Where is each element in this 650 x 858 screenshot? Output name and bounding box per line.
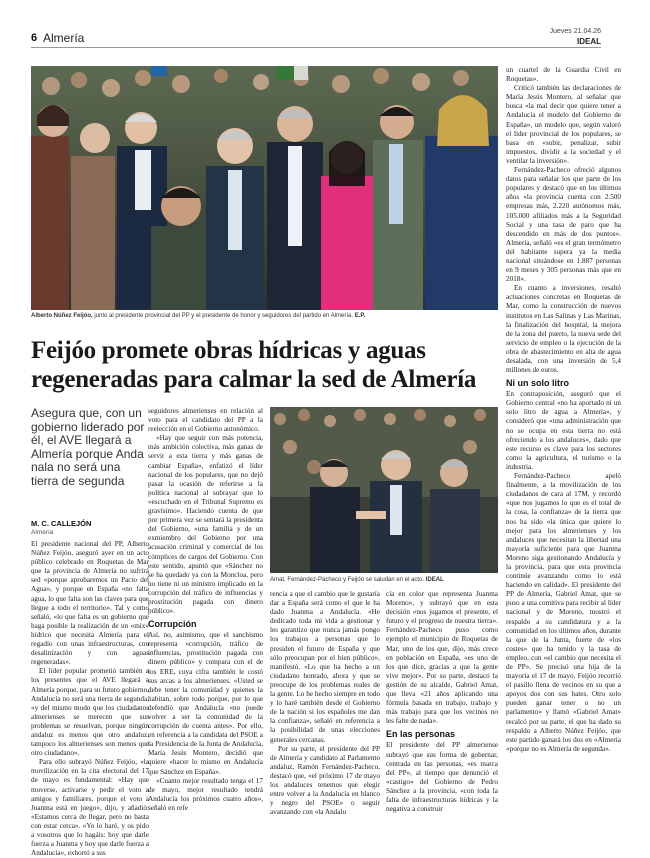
article-column-5 — [506, 66, 621, 840]
col2-paragraph-2: «Hay que seguir con más potencia, más ambición colectiva, más ganas de servir a esta tierra y más ganas de cambiar España», enfatizó el líder nacional de los populares, que no dejó pasar la ocasión de referirse a la política nacional al subrayar que lo «escuchado en el Tribunal Supremo es gravísimo». Haciendo cuenta de que por primera vez se sentará la presidenta del Gobierno, «una familia y de un exmiembro del Gobierno por una acusación criminal y comercial de los cómplices de cargos del Gobierno. Con este sentido, apuntó que «Sánchez no se ha quedado ya con la Moncloa, pero no tiene ni un ministro implicado en la corrupción del tráfico de influencias y prostitución pagada con dinero público». — [148, 434, 263, 616]
second-photo-caption — [270, 576, 498, 584]
main-photo — [31, 66, 498, 310]
col4-paragraph-2: El presidente del PP almeriense subrayó que sus forma de gobernar, centrada en las personas, «es marca del PP», al tiempo que denunció el «castigo» del Gobierno de Pedro Sánchez a la provincia, «con toda la falta de infraestructuras hídricas y la negativa a construir — [386, 741, 498, 814]
col4-paragraph-1: cía en color que representa Juanma Moreno», y subrayó que en esta decisión «nos jugamos el presente, el futuro y el progreso de nuestra tierra». Fernández-Pacheco puso como ejemplo el municipio de Roquetas de Mar, uno de los que, dijo, más crece en población en España, «es uno de los que dice, gracias a que la gente vive mejor». Por su parte, destacó la gestión de su alcalde, Gabriel Amat, que lleva «21 años aplicando una fórmula basada en trabajo, trabajo y más trabajo para que los vecinos no les falte de nada». — [386, 590, 498, 726]
second-caption-text: Amat, Fernández-Pacheco y Feijóo se saludan en el acto. — [270, 577, 425, 583]
article-column-3 — [270, 590, 380, 840]
col2-paragraph-4: «Cuanto mejor resultado tenga el 17 de mayo, mejor resultado tendrá Andalucía los próximos cuatro años», señaló en refe — [148, 776, 263, 812]
col5-paragraph-3: Fernández-Pacheco ofreció algunos datos para señalar los que parte de los populares y destacó que en los últimos años «la provincia cuenta con 2.500 empresas más, 2.220 autónomos más, 105.000 afiliados más a la Seguridad Social y una tasa de paro que ha descendido en más de dos puntos». Almería, señaló «es el gran termómetro del habitante supera ya la media nacional situándose en 1.887 personas en 9 meses y 305 personas más que en 2018». — [506, 166, 621, 284]
caption-names: Alberto Núñez Feijóo, — [31, 313, 93, 319]
col3-paragraph-1: rencia a que el cambio que le gustaría dar a España será como el que le ha dado Juanma a Andalucía. «He dedicado toda mi vida a gestionar y les garantizo que nunca jamás pongo los trabajos a personas que le presiden el futuro de España y que sólo preocupan por el bien público», manifestó. «Lo que ha hecho a un ciudadano honrado, ahora y que se preocupe de los problemas reales de la gente. Lo he hecho siempre en todo y lo haré también desde el Gobierno de la nación si los españoles me dan la confianza», señaló en referencia a la posibilidad de unas elecciones generales cercanas. — [270, 590, 380, 744]
col1-paragraph-2: El líder popular prometió también a los presentes que el AVE llegará a Almería porque, para su futuro gobierno, Andalucía no será una tierra de segunda, «y del mismo modo que los ciudadanos almerienses se merecen que sus problemas se resuelvan, porque ningún andaluz es menos que otro andaluz, tampoco los almerienses son menos que otro ciudadano». — [31, 667, 149, 758]
col4-subheading: En las personas — [386, 729, 456, 740]
col1-paragraph-3: Para ello subrayó Núñez Feijóo, «la movilización en la cita electoral del 17 de mayo es fundamental: «Hay que moverse, activarse y pedir el voto a amigos y familiares, porque el voto a Juanma está en juego», dijo, y añadió: «Estamos cerca de llegar, pero no basta con estar cerca». «Yo lo haré, y os pido a vosotros que lo hagáis: hoy que darle fuerza a Juanma y hoy que darle fuerza a Andalucía», exhortó a sus — [31, 758, 149, 858]
col2-paragraph-1: seguidores almerienses en relación al voto para el candidato del PP a la reelección en el Gobierno autonómico. — [148, 407, 263, 434]
col5-paragraph-4: En cuanto a inversiones, resaltó actuaciones concretas en Roquetas de Mar, como la construcción de nuevos institutos en Las Salinas y Las Marinas, la finalización del hospital, la mejora de la zona del puerto, la nueva sede del servicio de empleo o la ejecución de la obra de abastecimiento en alta de agua desalada, con una inversión de 5,4 millones de euros. — [506, 284, 621, 375]
col1-paragraph-1: El presidente nacional del PP, Alberto Núñez Feijóo, aseguró ayer en un acto público celebrado en Roquetas de Mar que la provincia de Almería no sufrirá sed «porque aprobaremos un Pacto del Agua», y porque en España «no falta agua, lo que falta son las claves para que llegue a todo el territorio». Tal y como señaló, «lo que falta es un gobierno que haga posible la realización de un «mix» hídrico que necesita Almería para el regadío con unas infraestructuras, con desalinización y con aguas regeneradas». — [31, 540, 149, 667]
greeting-image — [270, 407, 498, 573]
byline-place: Almería — [31, 529, 54, 536]
col3-paragraph-2: Por su parte, el presidente del PP de Almería y candidato al Parlamento andaluz, Ramón Fernández-Pacheco, destacó que, «el próximo 17 de mayo los andaluces tenemos que elegir entre volver a la Andalucía en blanco y negro del PSOE» o seguir avanzando con «la Andalu — [270, 744, 380, 817]
col5-paragraph-5: En contraposición, aseguró que el Gobierno central «no ha aportado ni un solo litro de agua a Almería», y consideró que «una administración que no se ocupa en esta tierra no está ofreciendo a los andaluces», dado que este recurso es clave para los sectores como la agricultura, el turismo o la industria. — [506, 390, 621, 471]
caption-text: junto al presidente provincial del PP y el presidente de honor y seguidores del partido en Almería. — [94, 313, 354, 319]
col5-paragraph-2: Criticó también las declaraciones de María Jesús Montero, al señalar que busca «la mal decir que quiere tener a Andalucía el modelo del Gobierno de España», un modelo que, según valoró el líder provincial de los populares, se basa en «subir, penalizar, subir impuestos, dividir a la sociedad y el ventilar la inversión». — [506, 84, 621, 165]
main-photo-caption — [31, 312, 498, 320]
issue-date: Jueves 21.04.26 — [549, 28, 601, 35]
article-column-4 — [386, 590, 498, 840]
col5-subheading: Ni un solo litro — [506, 378, 569, 389]
byline-author: M. C. CALLEJÓN — [31, 519, 92, 528]
page-number: 6 — [31, 32, 38, 44]
second-caption-credit: IDEAL — [425, 577, 444, 583]
col2-subheading: Corrupción — [148, 619, 197, 630]
article-column-1 — [31, 540, 149, 858]
col2-paragraph-3: Así, no, asimismo, que el sanchismo representa «corrupción, tráfico de influencias, prostitución pagada con dinero público» y compara con el de los ERE, cuya cifra también le costó sus arcas a los almerienses. «Usted se debe tener la comunidad y quienes la habitan, sobre todo porque, por lo que defendió que Andalucía «no puede volver a ser la comunidad de la corrupción de cuenta antes». Por ello, en referencia a la candidata del PSOE a la Presidencia de la Junta de Andalucía, María Jesús Montero, decidió que quiere «hacer lo mismo en Andalucía que Sánchez en España». — [148, 631, 263, 776]
caption-credit: E.P. — [354, 313, 366, 319]
col5-paragraph-6: Fernández-Pacheco apeló finalmente, a la movilización de los ciudadanos de cara al 17M, y recordó «que nos jugamos lo que es el total de la cosa, la confianza» de la tierra que nos ha sido «la única que quiere lo mejor para los almerienses y los andaluces que necesitan la libertad una mayoría suficiente para que Juanma Moreno siga gestionando Andalucía y la provincia, para que esta provincia continúe avanzando como lo está haciendo en calidad». El presidente del PP de Almería, Gabriel Amat, que se puso a una comitiva para recibir al líder nacional y de Moreno, mostró el respaldo a su candidatura y a la comunidad en los últimos años, durante la que de la Junta, fuerte de «los costes» que ha tenido y la tasa de empleo, con «el cambio que necesita el de PP». Se precisó una hija de la mayoría el 17 de mayo. Feijóo recorrió el pasillo llena de vecinos en su que a apoyos dos con sus bates. Otro solo pueden ganar tener o no un parlamento» y llamó «Gabriel Amat» recalcó por su parte, el que ha dado su respaldo a Alberto Núñez Feijóo, que este partido ganará los dos en «Almería «porque no es Almería de segunda». — [506, 472, 621, 753]
section-title: Almería — [43, 31, 85, 45]
newspaper-name: IDEAL — [577, 37, 601, 46]
header-rule — [31, 47, 601, 48]
intro-text: Asegura que, con un gobierno liderado por él, el AVE llegará a Almería porque Anda nala no será una tierra de segunda — [31, 406, 145, 488]
article-column-2 — [148, 407, 263, 840]
crowd-image — [31, 66, 498, 310]
col5-paragraph-1: un cuartel de la Guardia Civil en Roquetas». — [506, 66, 621, 84]
headline: Feijóo promete obras hídricas y aguas regeneradas para calmar la sed de Almería — [31, 337, 477, 393]
second-photo — [270, 407, 498, 573]
